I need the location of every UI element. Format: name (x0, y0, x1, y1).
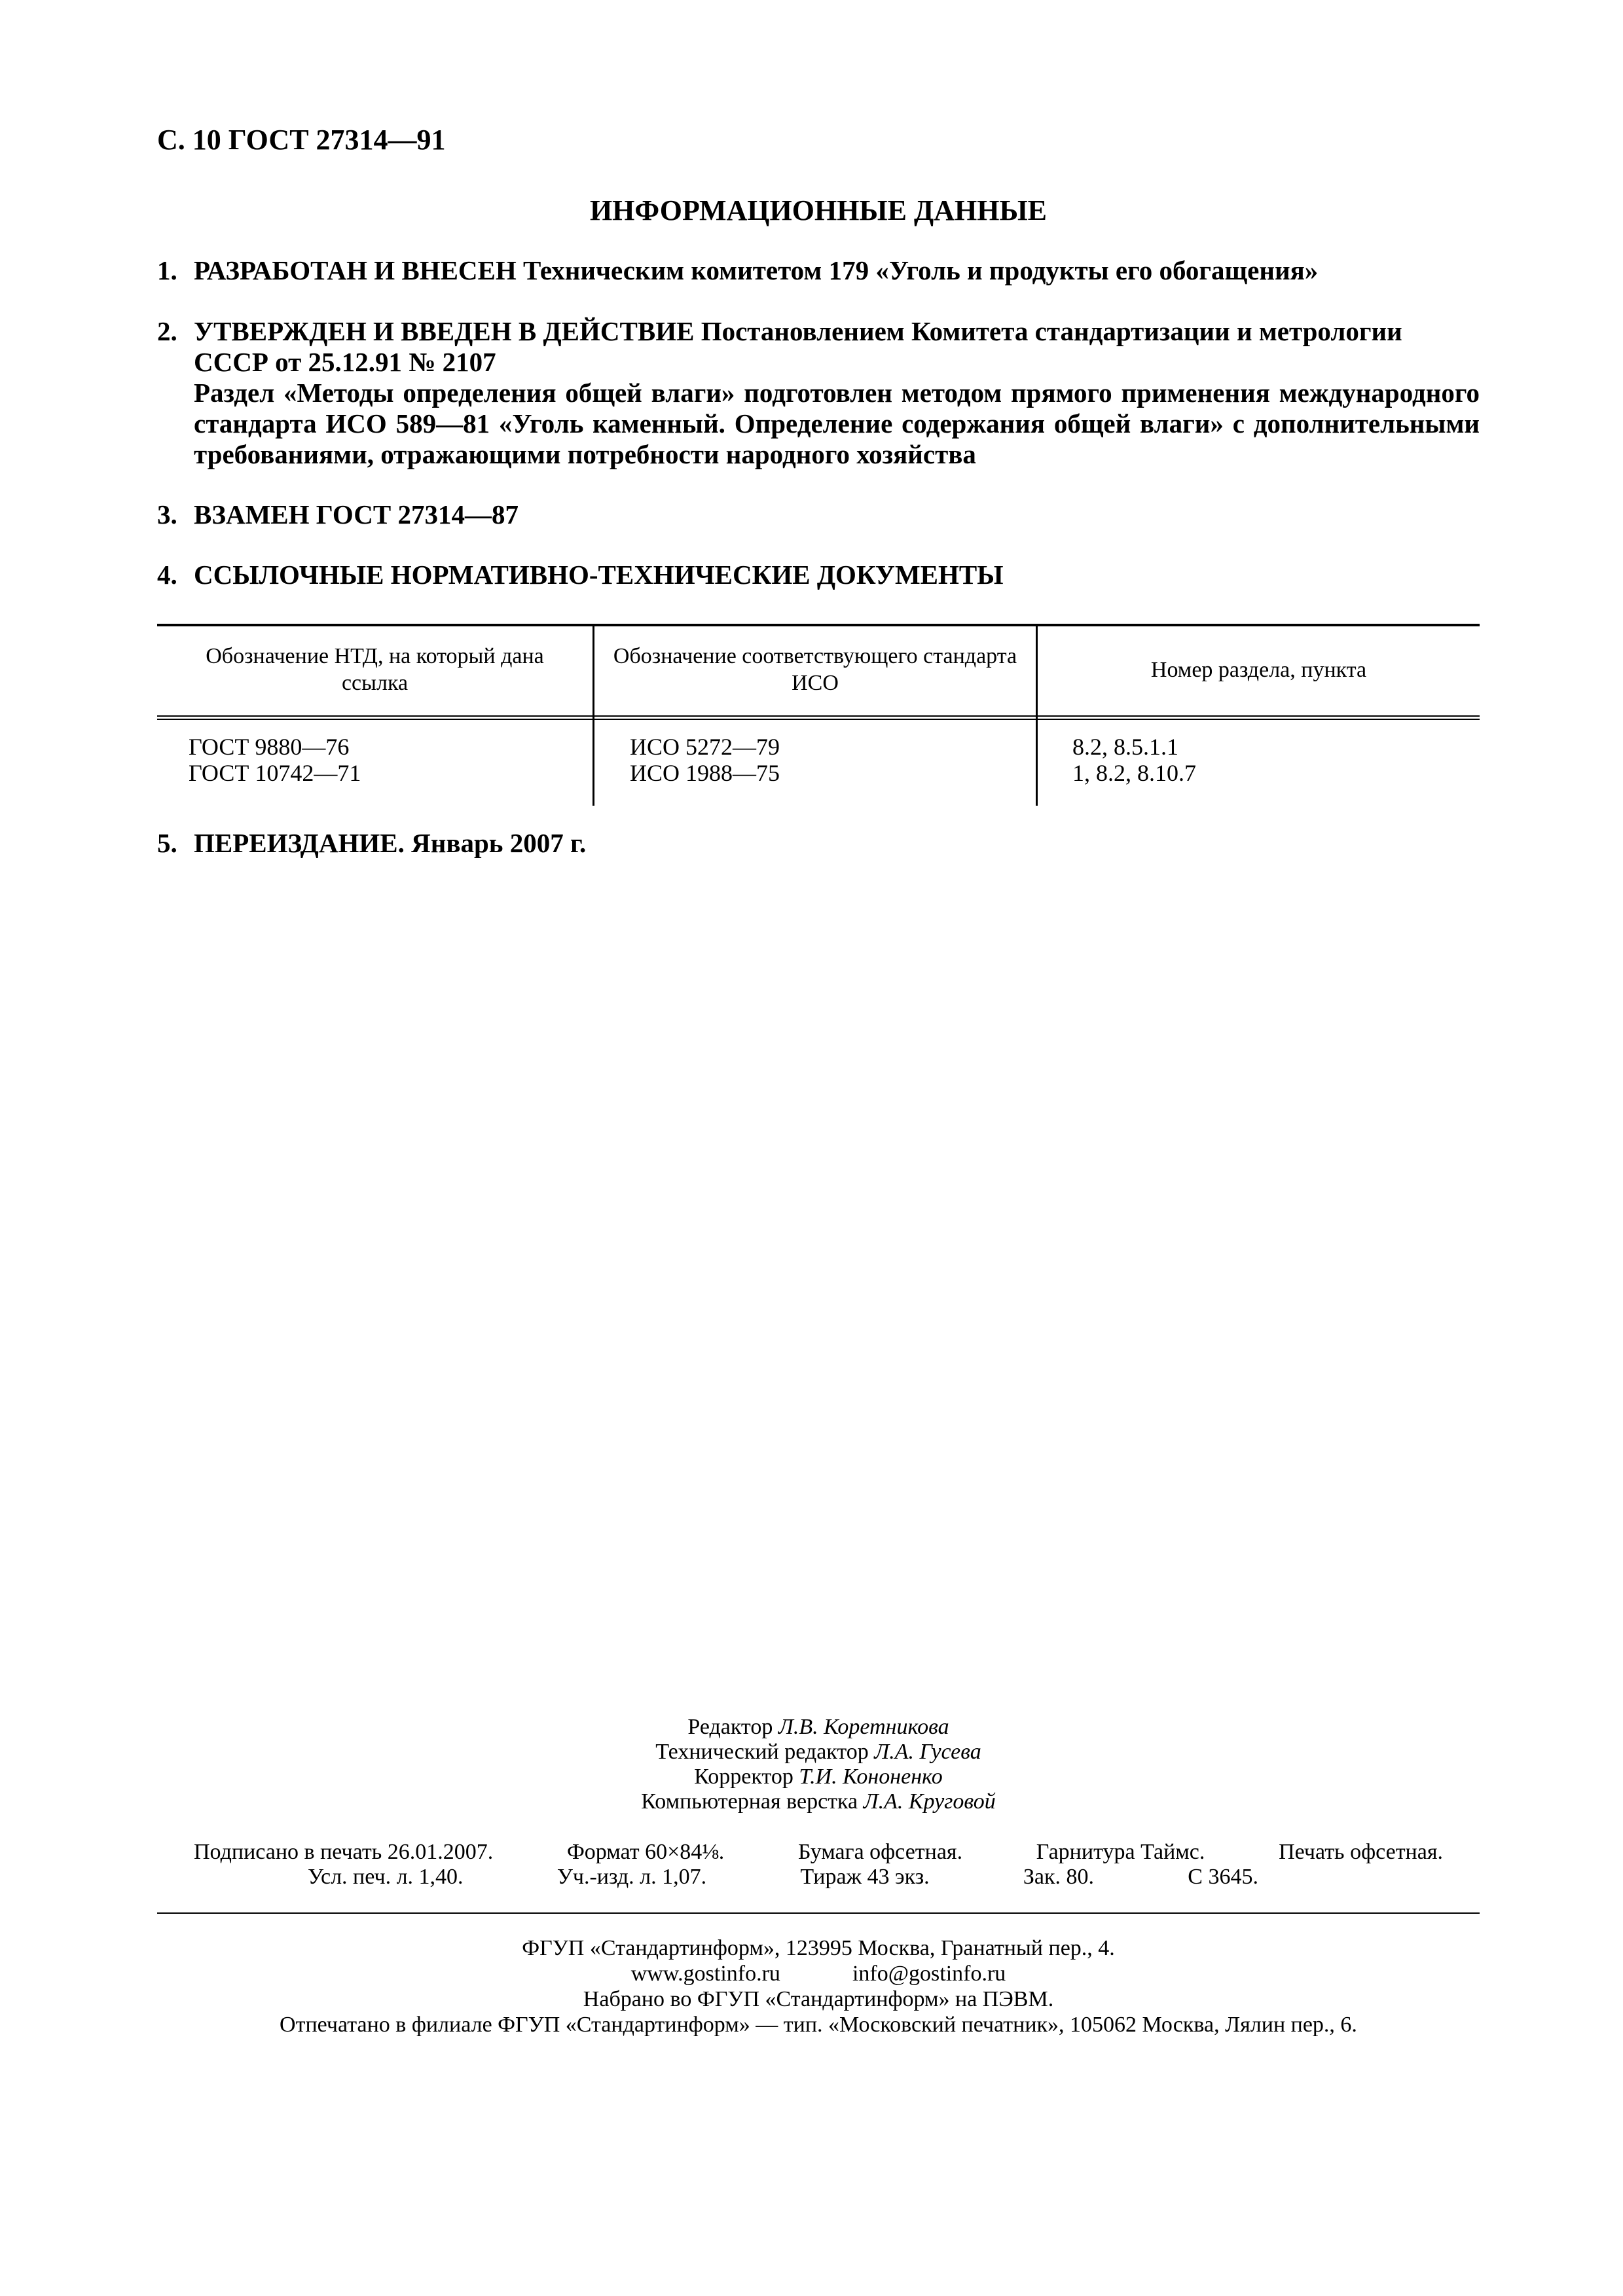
table-header-ntd: Обозначение НТД, на который дана ссылка (206, 644, 544, 695)
table-cell: ИСО 5272—79 (630, 734, 780, 760)
item-4 (157, 560, 1480, 590)
table-column-iso (630, 734, 780, 786)
divider (157, 1912, 1480, 1914)
print-info-item: Зак. 80. (1023, 1865, 1095, 1889)
item-lead: РАЗРАБОТАН И ВНЕСЕН (194, 255, 517, 285)
print-info-item: Уч.-изд. л. 1,07. (556, 1865, 707, 1889)
item-text: Январь 2007 г. (404, 828, 587, 858)
publisher-address: ФГУП «Стандартинформ», 123995 Москва, Гранатный пер., 4. (522, 1936, 1115, 1960)
print-info-row (194, 1840, 1443, 1865)
item-approval-text (194, 316, 1480, 378)
table-header-section: Номер раздела, пункта (1150, 657, 1367, 682)
credit-name: Л.А. Круговой (863, 1789, 996, 1814)
credit-label: Технический редактор (655, 1740, 869, 1764)
table-header-iso: Обозначение соответствующего стандарта ИСО (613, 644, 1017, 695)
item-number: 5. (157, 828, 177, 858)
item-body (194, 499, 1480, 530)
table-column-section (1072, 734, 1196, 786)
item-body (194, 255, 1480, 286)
item-text: Постановлением Комитета стандартизации и метрологии СССР от 25.12.91 № 2107 (194, 316, 1402, 377)
credit-corrector (157, 1765, 1480, 1789)
item-lead: ПЕРЕИЗДАНИЕ. (194, 828, 405, 858)
item-2 (157, 316, 1480, 470)
credit-name: Л.А. Гусева (874, 1740, 981, 1764)
publisher-printed: Отпечатано в филиале ФГУП «Стандартинформ» — тип. «Московский печатник», 105062 Москва, Лялин пер., 6. (280, 2013, 1357, 2037)
print-info-item: С 3645. (1188, 1865, 1258, 1889)
table-cell: ГОСТ 9880—76 (189, 734, 350, 760)
credit-name: Л.В. Коретникова (778, 1715, 949, 1739)
item-3 (157, 499, 1480, 530)
print-info-row (308, 1865, 1258, 1890)
item-number: 3. (157, 499, 177, 529)
item-body (194, 828, 1480, 859)
print-info-item: Формат 60×84⅛. (566, 1840, 725, 1864)
credit-label: Компьютерная верстка (641, 1789, 858, 1814)
print-info-item: Усл. печ. л. 1,40. (308, 1865, 464, 1889)
item-text: Техническим комитетом 179 «Уголь и продукты его обогащения» (516, 255, 1319, 285)
credit-name: Т.И. Кононенко (799, 1765, 943, 1789)
item-lead: УТВЕРЖДЕН И ВВЕДЕН В ДЕЙСТВИЕ (194, 316, 695, 346)
table-column-ntd (189, 734, 361, 786)
print-info-item: Гарнитура Таймс. (1036, 1840, 1205, 1864)
item-1 (157, 255, 1480, 286)
credits-block (157, 1715, 1480, 1814)
table-cell: ИСО 1988—75 (630, 760, 780, 786)
publisher-email: info@gostinfo.ru (852, 1962, 1006, 1986)
reference-table (157, 624, 1480, 806)
item-5 (157, 828, 1480, 859)
table-cell: ГОСТ 10742—71 (189, 760, 361, 786)
item-number: 4. (157, 560, 177, 590)
credit-tech-editor (157, 1740, 1480, 1765)
item-number: 2. (157, 316, 177, 346)
print-info-item: Тираж 43 экз. (800, 1865, 930, 1889)
page-header: С. 10 ГОСТ 27314—91 (157, 124, 446, 156)
table-cell: 1, 8.2, 8.10.7 (1072, 760, 1196, 786)
item-lead: ВЗАМЕН ГОСТ 27314—87 (194, 499, 519, 529)
section-title: ИНФОРМАЦИОННЫЕ ДАННЫЕ (589, 194, 1048, 226)
publisher-typeset: Набрано во ФГУП «Стандартинформ» на ПЭВМ. (583, 1987, 1054, 2011)
credit-label: Редактор (687, 1715, 773, 1739)
item-note: Раздел «Методы определения общей влаги» подготовлен методом прямого применения международного стандарта ИСО 589—81 «Уголь каменный. Определение содержания общей влаги» с дополнительными требованиями, отражающими потребности народного хозяйства (194, 378, 1480, 469)
item-number: 1. (157, 255, 177, 285)
print-info-item: Бумага офсетная. (798, 1840, 963, 1864)
publisher-block (157, 1935, 1480, 2037)
publisher-website: www.gostinfo.ru (630, 1962, 780, 1986)
item-body (194, 316, 1480, 470)
print-info-item: Подписано в печать 26.01.2007. (194, 1840, 494, 1864)
credit-editor (157, 1715, 1480, 1740)
table-cell: 8.2, 8.5.1.1 (1072, 734, 1178, 760)
item-body (194, 560, 1480, 590)
publisher-contacts (157, 1961, 1480, 1986)
print-info-item: Печать офсетная. (1279, 1840, 1443, 1864)
table-header-rule (157, 715, 1480, 720)
credit-layout (157, 1789, 1480, 1814)
credit-label: Корректор (694, 1765, 793, 1789)
item-lead: ССЫЛОЧНЫЕ НОРМАТИВНО-ТЕХНИЧЕСКИЕ ДОКУМЕНТЫ (194, 560, 1004, 590)
